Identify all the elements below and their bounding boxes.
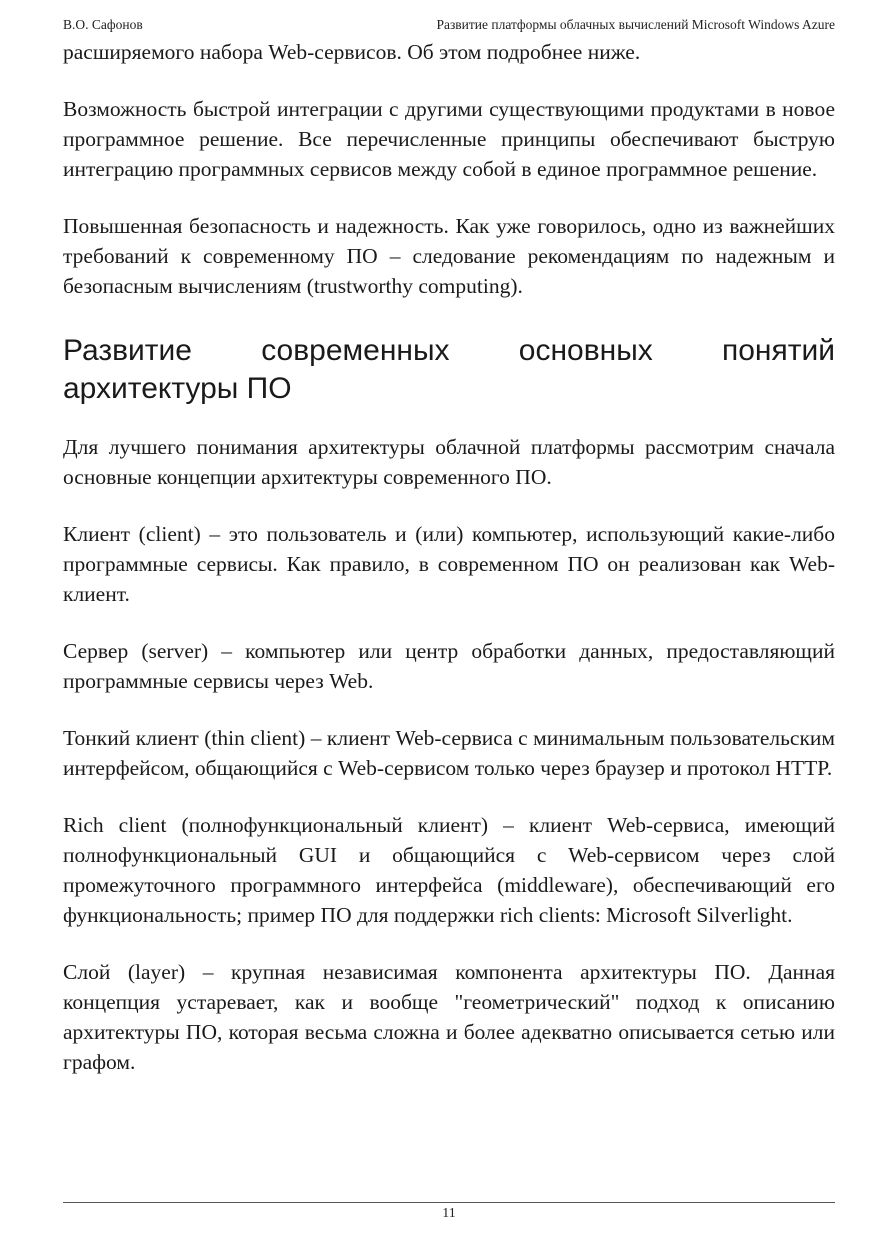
paragraph-client: Клиент (client) – это пользователь и (или) компьютер, использующий какие-либо программные сервисы. Как правило, в современном ПО он реализован как Web-клиент.: [63, 522, 835, 606]
header-book-title: Развитие платформы облачных вычислений Microsoft Windows Azure: [436, 17, 835, 32]
page-number: 11: [442, 1206, 456, 1221]
section-heading: Развитие современных основных понятий архитектуры ПО: [63, 334, 835, 405]
document-page: [63, 0, 835, 1241]
running-header: [63, 17, 835, 35]
header-author: В.О. Сафонов: [63, 17, 143, 32]
paragraph-intro: Для лучшего понимания архитектуры облачной платформы рассмотрим сначала основные концепции архитектуры современного ПО.: [63, 435, 835, 489]
footer-divider: [63, 1202, 835, 1203]
paragraph-security: Повышенная безопасность и надежность. Как уже говорилось, одно из важнейших требований к современному ПО – следование рекомендациям по надежным и безопасным вычислениям (trustworthy computing).: [63, 214, 835, 298]
paragraph-thin-client: Тонкий клиент (thin client) – клиент Web-сервиса с минимальным пользовательским интерфейсом, общающийся с Web-сервисом только через браузер и протокол HTTP.: [63, 726, 835, 780]
paragraph-rich-client: Rich client (полнофункциональный клиент) – клиент Web-сервиса, имеющий полнофункциональный GUI и общающийся с Web-сервисом через слой промежуточного программного интерфейса (middleware), обеспечивающий его функциональность; пример ПО для поддержки rich clients: Microsoft Silverlight.: [63, 813, 835, 927]
page-content: [63, 37, 835, 1077]
paragraph-integration: Возможность быстрой интеграции с другими существующими продуктами в новое программное решение. Все перечисленные принципы обеспечивают быструю интеграцию программных сервисов между собой в единое программное решение.: [63, 97, 835, 181]
paragraph-continuation: расширяемого набора Web-сервисов. Об этом подробнее ниже.: [63, 40, 641, 64]
paragraph-layer: Слой (layer) – крупная независимая компонента архитектуры ПО. Данная концепция устаревает, как и вообще "геометрический" подход к описанию архитектуры ПО, которая весьма сложна и более адекватно описывается сетью или графом.: [63, 960, 835, 1074]
paragraph-server: Сервер (server) – компьютер или центр обработки данных, предоставляющий программные сервисы через Web.: [63, 639, 835, 693]
